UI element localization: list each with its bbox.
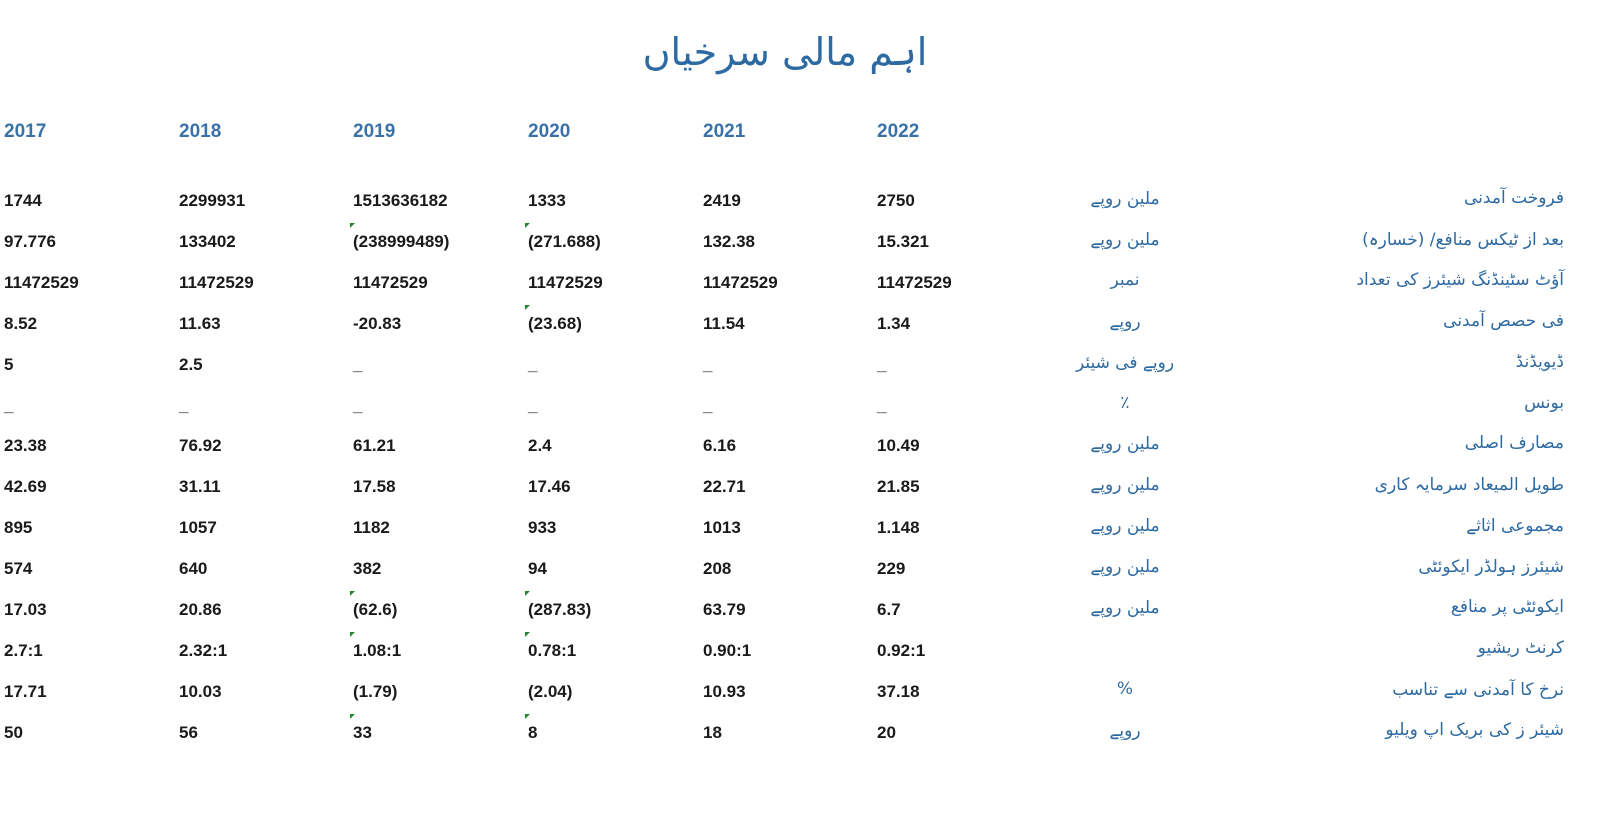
unit-label: ملین روپے [1090, 475, 1160, 496]
value-cell-2017: 50 [4, 722, 23, 742]
table-row [0, 517, 1616, 558]
value-cell-2020: (287.83) [528, 600, 592, 619]
value-cell-2020: (23.68) [528, 313, 582, 333]
value-cell-2017: 1744 [4, 191, 42, 210]
value-cell-2021: 0.90:1 [703, 640, 752, 660]
value-cell-2022: 6.7 [877, 600, 901, 619]
value-cell-2022: 2750 [877, 191, 915, 210]
value-cell-2021: 132.38 [703, 231, 755, 251]
value-cell-2017: 17.71 [4, 681, 47, 701]
row-label: مجموعی اثاثے [1466, 516, 1564, 537]
value-cell-2021: 6.16 [703, 436, 737, 456]
value-cell-2020: _ [528, 395, 538, 415]
unit-label: ملین روپے [1090, 598, 1160, 618]
unit-label: ملین روپے [1090, 434, 1160, 455]
table-row [0, 637, 1616, 681]
value-cell-2018: 11472529 [179, 272, 254, 292]
value-cell-2019: -20.83 [353, 313, 402, 333]
value-cell-2019: 11472529 [353, 272, 428, 292]
value-cell-2017: 895 [4, 518, 33, 538]
table-row [0, 190, 1616, 231]
row-label: ڈیویڈنڈ [1515, 351, 1564, 372]
value-cell-2019: 382 [353, 559, 382, 579]
value-cell-2017: 23.38 [4, 436, 47, 456]
table-row [0, 310, 1616, 354]
value-cell-2021: 11472529 [703, 272, 778, 292]
value-cell-2019: (1.79) [353, 681, 398, 701]
value-cell-2020: (271.688) [528, 231, 601, 251]
year-header-2019: 2019 [353, 121, 396, 142]
value-cell-2019: _ [353, 354, 363, 374]
row-label: آؤٹ سٹینڈنگ شیئرز کی تعداد [1356, 269, 1564, 290]
value-cell-2017: 2.7:1 [4, 640, 43, 660]
value-cell-2018: 56 [179, 722, 198, 742]
value-cell-2017: 17.03 [4, 600, 47, 619]
unit-label: ملین روپے [1090, 557, 1160, 578]
year-header-2020: 2020 [528, 121, 571, 142]
value-cell-2021: 2419 [703, 191, 741, 210]
value-cell-2017: 574 [4, 559, 33, 579]
value-cell-2018: 1057 [179, 518, 217, 538]
value-cell-2022: 11472529 [877, 272, 952, 292]
table-row [0, 599, 1616, 640]
row-label: فی حصص آمدنی [1443, 310, 1564, 331]
value-cell-2021: _ [703, 354, 713, 374]
unit-label: ٪ [1120, 392, 1130, 413]
value-cell-2022: 20 [877, 722, 896, 742]
value-cell-2020: _ [528, 354, 538, 374]
value-cell-2017: 42.69 [4, 477, 47, 497]
value-cell-2017: 8.52 [4, 313, 38, 333]
value-cell-2020: 8 [528, 722, 538, 742]
value-cell-2019: 1.08:1 [353, 640, 402, 660]
value-cell-2019: 1182 [353, 518, 390, 538]
value-cell-2022: 21.85 [877, 477, 920, 497]
value-cell-2019: 17.58 [353, 477, 396, 497]
unit-label: روپے [1109, 311, 1141, 332]
table-row [0, 231, 1616, 272]
table-row [0, 351, 1616, 395]
unit-label: % [1116, 678, 1134, 699]
value-cell-2018: 20.86 [179, 600, 222, 619]
table-row [0, 558, 1616, 599]
unit-label: ملین روپے [1090, 516, 1160, 537]
year-header-2022: 2022 [877, 121, 920, 142]
value-cell-2020: 94 [528, 559, 547, 579]
table-row [0, 269, 1616, 313]
value-cell-2020: 17.46 [528, 477, 571, 497]
value-cell-2022: 37.18 [877, 681, 920, 701]
value-cell-2021: 22.71 [703, 477, 746, 497]
value-cell-2021: 208 [703, 559, 732, 579]
row-label: فروخت آمدنی [1464, 188, 1564, 208]
year-header-2021: 2021 [703, 121, 746, 142]
value-cell-2022: 229 [877, 559, 906, 579]
value-cell-2022: 0.92:1 [877, 640, 926, 660]
table-row [0, 435, 1616, 476]
value-cell-2018: 11.63 [179, 313, 221, 333]
value-cell-2022: 15.321 [877, 231, 929, 251]
unit-label: ملین روپے [1090, 229, 1160, 250]
value-cell-2017: 5 [4, 354, 14, 374]
value-cell-2022: 1.148 [877, 518, 920, 538]
value-cell-2021: 63.79 [703, 600, 746, 619]
value-cell-2018: 76.92 [179, 436, 222, 456]
value-cell-2021: 10.93 [703, 681, 746, 701]
value-cell-2017: _ [4, 395, 14, 415]
value-cell-2021: 11.54 [703, 313, 745, 333]
value-cell-2020: 1333 [528, 191, 566, 210]
value-cell-2018: 31.11 [179, 477, 221, 497]
value-cell-2017: 97.776 [4, 231, 56, 251]
value-cell-2022: 1.34 [877, 313, 911, 333]
value-cell-2018: 640 [179, 559, 208, 579]
year-header-2018: 2018 [179, 121, 222, 142]
row-label: بعد از ٹیکس منافع/ (خسارہ) [1362, 229, 1564, 250]
unit-label: روپے [1109, 720, 1141, 741]
row-label: بونس [1524, 392, 1564, 413]
row-label: شیئرز ہولڈر ایکوئٹی [1418, 557, 1564, 578]
value-cell-2022: _ [877, 354, 887, 374]
value-cell-2020: 2.4 [528, 436, 552, 456]
row-label: طویل المیعاد سرمایہ کاری [1374, 475, 1564, 496]
table-row [0, 678, 1616, 722]
row-label: نرخ کا آمدنی سے تناسب [1392, 679, 1564, 700]
value-cell-2020: 0.78:1 [528, 640, 577, 660]
row-label: ایکوئٹی پر منافع [1450, 597, 1564, 617]
value-cell-2019: 61.21 [353, 436, 396, 456]
value-cell-2019: (238999489) [353, 231, 450, 251]
value-cell-2017: 11472529 [4, 272, 79, 292]
value-cell-2021: 18 [703, 722, 722, 742]
value-cell-2021: _ [703, 395, 713, 415]
value-cell-2019: (62.6) [353, 600, 398, 619]
value-cell-2020: (2.04) [528, 681, 573, 701]
value-cell-2018: 133402 [179, 231, 236, 251]
value-cell-2019: 1513636182 [353, 191, 448, 210]
value-cell-2018: 2.32:1 [179, 640, 228, 660]
unit-label: ملین روپے [1090, 189, 1160, 209]
table-row [0, 476, 1616, 517]
value-cell-2020: 933 [528, 518, 557, 538]
unit-label: روپے فی شیئر [1075, 352, 1175, 373]
unit-label: نمبر [1110, 269, 1140, 290]
row-label: مصارف اصلی [1464, 433, 1564, 454]
value-cell-2022: _ [877, 395, 887, 415]
value-cell-2018: _ [179, 395, 189, 415]
value-cell-2020: 11472529 [528, 272, 603, 292]
table-row [0, 392, 1616, 436]
value-cell-2018: 2.5 [179, 354, 203, 374]
value-cell-2018: 2299931 [179, 191, 246, 210]
value-cell-2022: 10.49 [877, 436, 920, 456]
year-header-2017: 2017 [4, 121, 47, 142]
page-title: اہم مالی سرخیاں [642, 30, 928, 74]
table-row [0, 719, 1616, 763]
value-cell-2021: 1013 [703, 518, 741, 538]
value-cell-2018: 10.03 [179, 681, 222, 701]
value-cell-2019: _ [353, 395, 363, 415]
value-cell-2019: 33 [353, 722, 372, 742]
row-label: کرنٹ ریشیو [1477, 637, 1564, 658]
row-label: شیئر ز کی بریک اپ ویلیو [1385, 719, 1564, 740]
